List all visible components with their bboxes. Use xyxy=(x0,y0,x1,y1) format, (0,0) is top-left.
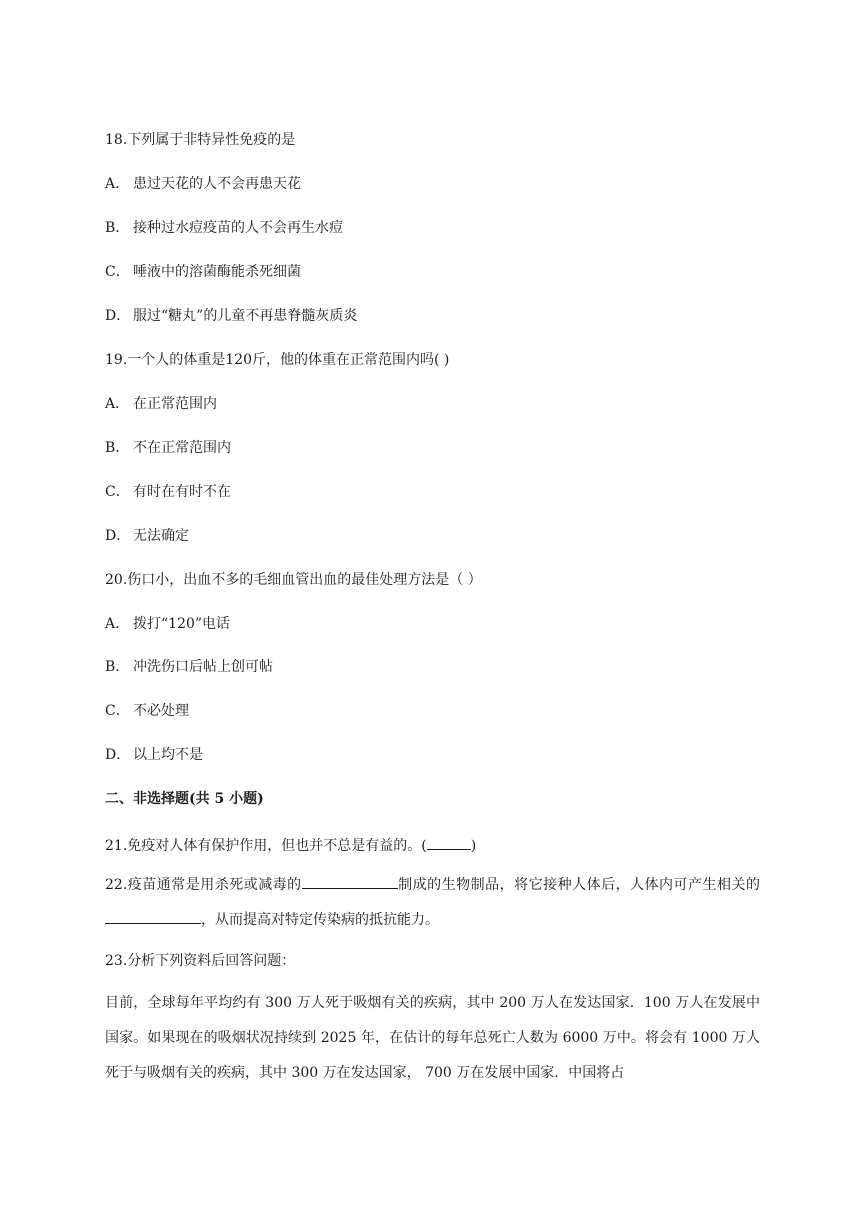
answer-blank-1[interactable] xyxy=(302,872,398,889)
option-text: 唾液中的溶菌酶能杀死细菌 xyxy=(133,264,301,280)
question-18-option-c[interactable] xyxy=(105,262,301,282)
question-22-part2: 制成的生物制品，将它接种人体后，人体内可产生相关的 xyxy=(397,877,761,893)
option-letter: A． xyxy=(105,616,130,632)
question-19-option-d[interactable] xyxy=(105,526,189,546)
answer-blank-2[interactable] xyxy=(105,907,201,924)
option-letter: B． xyxy=(105,440,130,456)
option-text: 不必处理 xyxy=(133,703,189,719)
option-letter: C． xyxy=(105,264,130,280)
question-21-close: ) xyxy=(470,838,477,854)
question-19-stem: 19.一个人的体重是120斤，他的体重在正常范围内吗( ) xyxy=(105,352,450,368)
question-22-part1: 22.疫苗通常是用杀死或减毒的 xyxy=(105,877,302,893)
option-text: 有时在有时不在 xyxy=(133,484,231,500)
question-20-stem: 20.伤口小，出血不多的毛细血管出血的最佳处理方法是（ ） xyxy=(105,572,482,588)
option-letter: C． xyxy=(105,703,130,719)
question-19-option-c[interactable] xyxy=(105,482,231,502)
question-19-option-b[interactable] xyxy=(105,438,231,458)
question-18-option-d[interactable] xyxy=(105,306,357,326)
question-21-text: 21.免疫对人体有保护作用，但也并不总是有益的。( xyxy=(105,838,427,854)
question-20-option-d[interactable] xyxy=(105,745,203,765)
question-22-part3: ，从而提高对特定传染病的抵抗能力。 xyxy=(201,912,439,928)
question-20-option-a[interactable] xyxy=(105,614,230,634)
question-21 xyxy=(105,833,476,856)
question-22 xyxy=(105,868,760,938)
question-20-option-b[interactable] xyxy=(105,657,273,677)
option-letter: B． xyxy=(105,659,130,675)
question-19-option-a[interactable] xyxy=(105,394,217,414)
option-letter: B． xyxy=(105,220,130,236)
option-text: 接种过水痘疫苗的人不会再生水痘 xyxy=(133,220,343,236)
option-letter: D． xyxy=(105,308,131,324)
option-text: 以上均不是 xyxy=(133,747,203,763)
option-text: 冲洗伤口后帖上创可帖 xyxy=(133,659,273,675)
option-text: 拨打“120”电话 xyxy=(133,616,231,632)
question-23-paragraph: 目前，全球每年平均约有 300 万人死于吸烟有关的疾病，其中 200 万人在发达国家．100 万人在发展中国家。如果现在的吸烟状况持续到 2025 年，在估计的每年总死亡人数为 6000 万中。将会有 1000 万人死于与吸烟有关的疾病，其中 300 万在发达国家， 700 万在发展中国家．中国将占 xyxy=(105,995,760,1081)
option-letter: D． xyxy=(105,528,131,544)
option-letter: A． xyxy=(105,396,130,412)
section-title: 二、非选择题(共 5 小题) xyxy=(105,791,264,807)
option-letter: D． xyxy=(105,747,131,763)
question-18-option-a[interactable] xyxy=(105,174,301,194)
answer-blank[interactable] xyxy=(427,833,471,850)
option-text: 不在正常范围内 xyxy=(133,440,231,456)
question-18-stem: 18.下列属于非特异性免疫的是 xyxy=(105,132,296,148)
question-18-option-b[interactable] xyxy=(105,218,343,238)
option-text: 服过“糖丸”的儿童不再患脊髓灰质炎 xyxy=(133,308,358,324)
option-letter: C． xyxy=(105,484,130,500)
option-letter: A． xyxy=(105,176,130,192)
option-text: 无法确定 xyxy=(133,528,189,544)
option-text: 在正常范围内 xyxy=(133,396,217,412)
question-23-stem: 23.分析下列资料后回答问题： xyxy=(105,953,296,969)
option-text: 患过天花的人不会再患天花 xyxy=(133,176,301,192)
question-20-option-c[interactable] xyxy=(105,701,189,721)
